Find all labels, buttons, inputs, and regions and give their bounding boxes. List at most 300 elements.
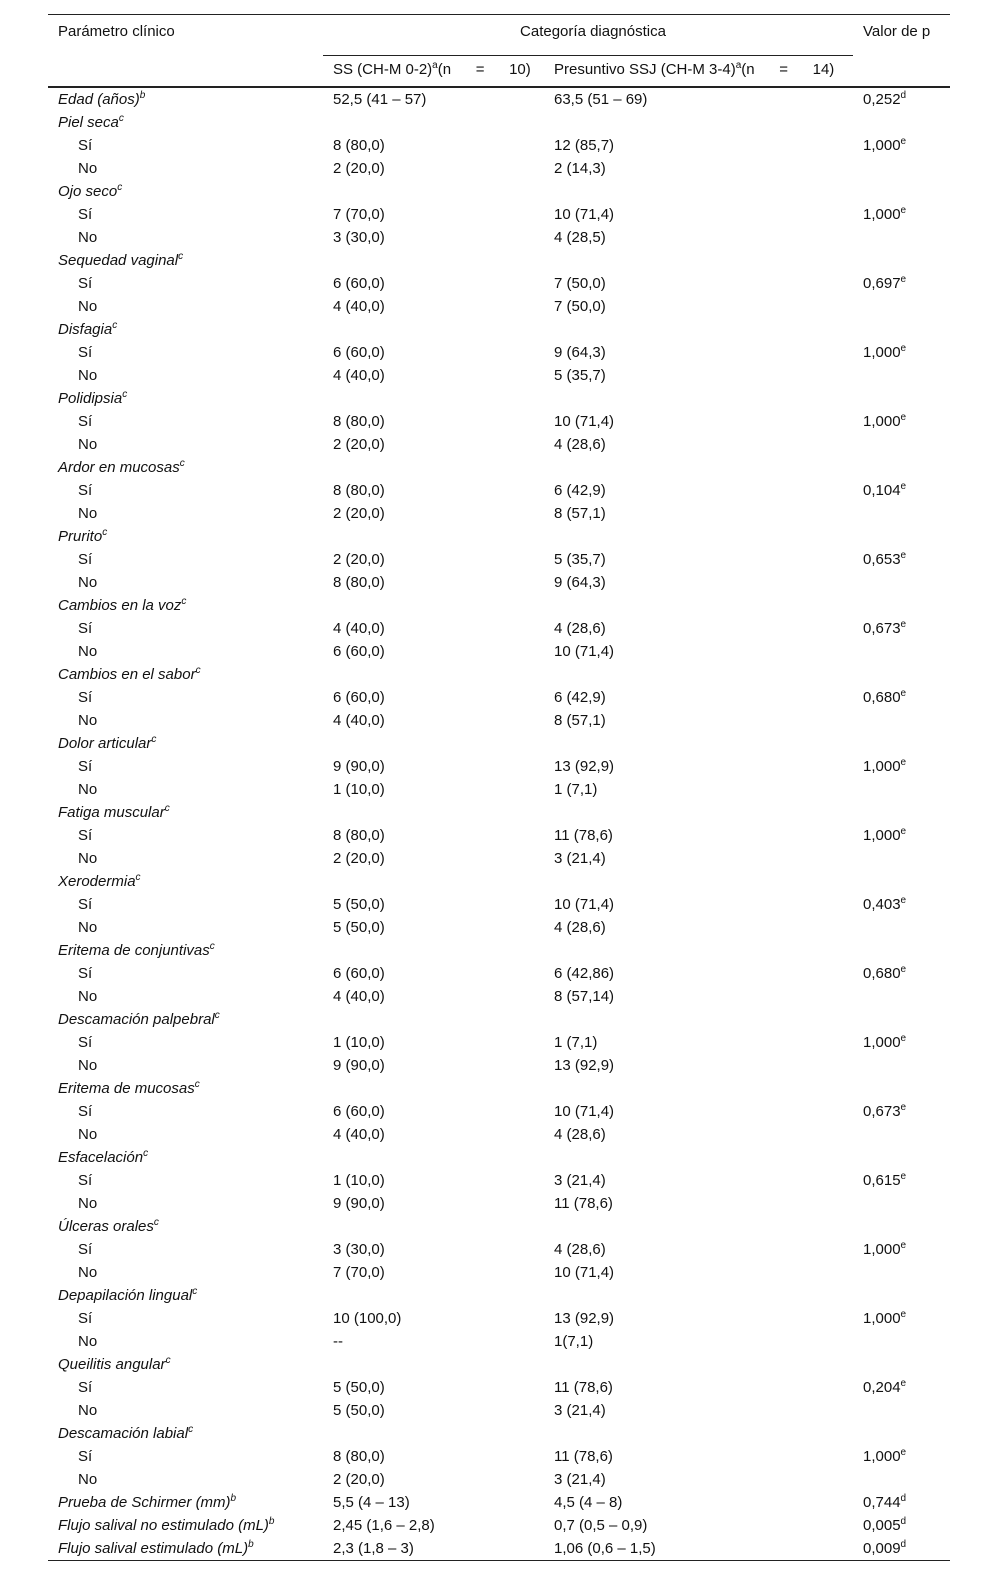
row-option-label: Sí [78, 1379, 93, 1396]
table-row [48, 1008, 950, 1031]
row-ssj-value: 5 (35,7) [554, 367, 606, 384]
row-ss-value: 6 (60,0) [333, 1103, 385, 1120]
row-p-value: 1,000e [863, 136, 907, 154]
row-option-label: Sí [78, 1103, 93, 1120]
row-ss-value: 7 (70,0) [333, 206, 385, 223]
row-ss-value: -- [333, 1333, 343, 1350]
row-ss-value: 2 (20,0) [333, 160, 385, 177]
row-p-value [853, 387, 950, 410]
row-parameter-label: Queilitis angular$^c$ [58, 1355, 171, 1373]
row-ssj-value [544, 1077, 853, 1100]
row-ss-value [323, 1077, 544, 1100]
row-parameter-label: Cambios en la voz$^c$ [58, 596, 187, 614]
row-ssj-value: 5 (35,7) [554, 551, 606, 568]
row-option-label: No [78, 436, 98, 453]
row-ssj-value [544, 1146, 853, 1169]
row-ss-value [323, 111, 544, 134]
header-empty [48, 56, 323, 88]
table-row [48, 594, 950, 617]
row-option-label: Sí [78, 1172, 93, 1189]
row-ssj-value [544, 180, 853, 203]
header-p-value: Valor de p [853, 15, 950, 56]
row-ssj-value [544, 456, 853, 479]
row-parameter-label: Sequedad vaginal$^c$ [58, 251, 184, 269]
table-row [48, 318, 950, 341]
table-row [48, 1537, 950, 1561]
row-ssj-value: 12 (85,7) [554, 137, 615, 154]
table-row [48, 525, 950, 548]
row-ssj-value [544, 801, 853, 824]
table-row [48, 1514, 950, 1537]
row-ss-value: 4 (40,0) [333, 367, 385, 384]
row-option-label: Sí [78, 482, 93, 499]
row-parameter-label: Flujo salival estimulado (mL)$^b$ [48, 1537, 323, 1561]
table-row [48, 962, 950, 985]
table-row [48, 663, 950, 686]
row-option-label: Sí [78, 137, 93, 154]
row-option-label: Sí [78, 413, 93, 430]
row-ssj-value: 9 (64,3) [554, 344, 606, 361]
row-ss-value: 2 (20,0) [333, 505, 385, 522]
row-ss-value: 5,5 (4 – 13) [333, 1494, 410, 1511]
row-option-label: No [78, 1471, 98, 1488]
row-p-value: 0,673e [863, 1102, 907, 1120]
row-ss-value: 4 (40,0) [333, 988, 385, 1005]
row-ssj-value: 13 (92,9) [554, 758, 615, 775]
row-ss-value: 9 (90,0) [333, 1195, 385, 1212]
row-p-value [853, 1330, 950, 1353]
row-ssj-value [544, 594, 853, 617]
row-p-value: 0,104e [863, 481, 907, 499]
row-p-value: 1,000e [863, 1447, 907, 1465]
row-ss-value: 3 (30,0) [333, 229, 385, 246]
row-ssj-value: 11 (78,6) [554, 1195, 613, 1212]
row-p-value [853, 663, 950, 686]
row-ss-value: 8 (80,0) [333, 1448, 385, 1465]
row-ssj-value: 3 (21,4) [554, 1471, 606, 1488]
row-p-value [853, 1123, 950, 1146]
row-ssj-value: 4,5 (4 – 8) [554, 1494, 623, 1511]
row-p-value [853, 1468, 950, 1491]
row-p-value [853, 709, 950, 732]
row-parameter-label: Eritema de mucosas$^c$ [58, 1079, 200, 1097]
row-p-value: 1,000e [863, 1033, 907, 1051]
table-row [48, 479, 950, 502]
row-parameter-label: Esfacelación$^c$ [58, 1148, 149, 1166]
row-ssj-value: 1,06 (0,6 – 1,5) [544, 1537, 853, 1561]
row-p-value [853, 985, 950, 1008]
row-parameter-label: Úlceras orales$^c$ [58, 1217, 159, 1235]
row-p-value [853, 1215, 950, 1238]
row-p-value: 1,000e [863, 1240, 907, 1258]
row-ss-value: 2 (20,0) [333, 1471, 385, 1488]
table-row [48, 272, 950, 295]
row-ss-value [323, 1146, 544, 1169]
row-ss-value [323, 456, 544, 479]
row-parameter-label: Cambios en el sabor$^c$ [58, 665, 201, 683]
row-p-value: 0,680e [863, 964, 907, 982]
row-p-value: 1,000e [863, 205, 907, 223]
row-ssj-value: 2 (14,3) [554, 160, 606, 177]
row-ss-value: 6 (60,0) [333, 344, 385, 361]
row-option-label: Sí [78, 965, 93, 982]
row-ss-value [323, 1284, 544, 1307]
row-ssj-value [544, 1008, 853, 1031]
row-ssj-value: 11 (78,6) [554, 827, 613, 844]
table-row [48, 617, 950, 640]
row-p-value: 0,005$^d$ [863, 1516, 907, 1534]
row-ssj-value: 3 (21,4) [554, 850, 606, 867]
row-ss-value: 2,3 (1,8 – 3) [323, 1537, 544, 1561]
row-ss-value: 3 (30,0) [333, 1241, 385, 1258]
row-parameter-label: Eritema de conjuntivas$^c$ [58, 941, 215, 959]
row-p-value [853, 1284, 950, 1307]
table-row [48, 640, 950, 663]
row-p-value [853, 1077, 950, 1100]
table-row [48, 1031, 950, 1054]
row-p-value [853, 249, 950, 272]
row-p-value [853, 778, 950, 801]
row-ss-value [323, 1422, 544, 1445]
row-ss-value: 9 (90,0) [333, 758, 385, 775]
row-p-value [853, 295, 950, 318]
row-ssj-value: 10 (71,4) [554, 643, 615, 660]
row-p-value [853, 1192, 950, 1215]
row-parameter-label: Piel seca$^c$ [58, 113, 124, 131]
row-ssj-value: 10 (71,4) [554, 413, 615, 430]
table-row [48, 548, 950, 571]
row-ss-value [323, 249, 544, 272]
row-ss-value: 2 (20,0) [333, 551, 385, 568]
table-row [48, 1192, 950, 1215]
row-p-value [853, 180, 950, 203]
row-p-value: 0,653e [863, 550, 907, 568]
row-ss-value: 8 (80,0) [333, 574, 385, 591]
table-row [48, 755, 950, 778]
table-row [48, 1399, 950, 1422]
row-p-value [853, 939, 950, 962]
row-ss-value [323, 594, 544, 617]
row-ss-value: 5 (50,0) [333, 919, 385, 936]
table-row [48, 111, 950, 134]
table-row [48, 571, 950, 594]
table-row [48, 1330, 950, 1353]
table-row [48, 1146, 950, 1169]
row-ss-value [323, 1353, 544, 1376]
row-ss-value: 9 (90,0) [333, 1057, 385, 1074]
row-ss-value: 2 (20,0) [333, 436, 385, 453]
row-ssj-value: 7 (50,0) [554, 298, 606, 315]
header-ss-group: SS (CH-M 0-2)$^a$(n = 10) [323, 56, 544, 88]
table-row [48, 433, 950, 456]
row-ssj-value: 6 (42,9) [554, 482, 606, 499]
row-option-label: No [78, 1264, 98, 1281]
row-parameter-label: Depapilación lingual$^c$ [58, 1286, 198, 1304]
row-ss-value [323, 1215, 544, 1238]
row-option-label: No [78, 1333, 98, 1350]
row-option-label: Sí [78, 1241, 93, 1258]
table-row [48, 939, 950, 962]
row-ssj-value: 4 (28,6) [554, 919, 606, 936]
row-option-label: Sí [78, 1448, 93, 1465]
row-ss-value: 6 (60,0) [333, 965, 385, 982]
row-ssj-value [544, 663, 853, 686]
row-option-label: No [78, 367, 98, 384]
row-ssj-value: 13 (92,9) [554, 1057, 615, 1074]
row-ss-value: 4 (40,0) [333, 298, 385, 315]
row-ss-value: 1 (10,0) [333, 781, 385, 798]
table-row [48, 1445, 950, 1468]
table-row [48, 203, 950, 226]
row-ss-value: 8 (80,0) [333, 413, 385, 430]
table-row [48, 732, 950, 755]
row-ssj-value [544, 249, 853, 272]
row-p-value [853, 433, 950, 456]
row-option-label: Sí [78, 1034, 93, 1051]
row-ssj-value: 4 (28,5) [554, 229, 606, 246]
row-option-label: No [78, 1195, 98, 1212]
table-row [48, 686, 950, 709]
row-option-label: Sí [78, 275, 93, 292]
table-row [48, 916, 950, 939]
row-ss-value: 6 (60,0) [333, 643, 385, 660]
row-parameter-label: Ojo seco$^c$ [58, 182, 123, 200]
table-row [48, 87, 950, 111]
table-row [48, 134, 950, 157]
row-ss-value: 8 (80,0) [333, 137, 385, 154]
table-row [48, 870, 950, 893]
row-p-value: 1,000e [863, 1309, 907, 1327]
row-ss-value: 6 (60,0) [333, 275, 385, 292]
row-parameter-label: Dolor articular$^c$ [58, 734, 157, 752]
row-ssj-value [544, 525, 853, 548]
row-ss-value: 2 (20,0) [333, 850, 385, 867]
table-row [48, 1284, 950, 1307]
row-p-value: 0,744$^d$ [863, 1493, 907, 1511]
row-p-value: 0,009$^d$ [853, 1537, 950, 1561]
row-ssj-value: 1 (7,1) [554, 1034, 598, 1051]
row-p-value [853, 1261, 950, 1284]
row-parameter-label: Fatiga muscular$^c$ [58, 803, 170, 821]
row-p-value [853, 525, 950, 548]
table-body [48, 87, 950, 1561]
row-option-label: No [78, 781, 98, 798]
row-ss-value [323, 663, 544, 686]
row-p-value [853, 456, 950, 479]
row-option-label: No [78, 574, 98, 591]
header-parameter: Parámetro clínico [48, 15, 323, 56]
table-row [48, 709, 950, 732]
clinical-table-container [48, 14, 950, 1561]
row-option-label: No [78, 712, 98, 729]
row-ssj-value: 0,7 (0,5 – 0,9) [554, 1517, 648, 1534]
row-option-label: No [78, 850, 98, 867]
row-ss-value [323, 1008, 544, 1031]
row-p-value: 0,673e [863, 619, 907, 637]
row-option-label: Sí [78, 689, 93, 706]
table-row [48, 1123, 950, 1146]
table-row [48, 1422, 950, 1445]
row-ss-value [323, 939, 544, 962]
row-option-label: Sí [78, 206, 93, 223]
row-option-label: Sí [78, 551, 93, 568]
row-ssj-value: 4 (28,6) [554, 620, 606, 637]
row-p-value [853, 571, 950, 594]
row-p-value [853, 364, 950, 387]
row-ssj-value: 11 (78,6) [554, 1379, 613, 1396]
row-ss-value [323, 318, 544, 341]
header-ssj-group: Presuntivo SSJ (CH-M 3-4)$^a$(n = 14) [544, 56, 853, 88]
row-option-label: Sí [78, 827, 93, 844]
row-ss-value: 52,5 (41 – 57) [333, 91, 427, 108]
row-option-label: No [78, 1402, 98, 1419]
table-row [48, 847, 950, 870]
table-row [48, 824, 950, 847]
row-option-label: No [78, 1057, 98, 1074]
row-ssj-value [544, 1284, 853, 1307]
row-parameter-label: Polidipsia$^c$ [58, 389, 128, 407]
row-ss-value [323, 525, 544, 548]
row-parameter-label: Disfagia$^c$ [58, 320, 118, 338]
row-p-value [853, 111, 950, 134]
row-p-value [853, 640, 950, 663]
row-ss-value [323, 870, 544, 893]
row-option-label: No [78, 229, 98, 246]
row-p-value [853, 732, 950, 755]
row-ssj-value: 1(7,1) [554, 1333, 594, 1350]
header-category: Categoría diagnóstica [323, 15, 853, 56]
clinical-parameters-table [48, 14, 950, 1561]
table-row [48, 1307, 950, 1330]
row-option-label: No [78, 919, 98, 936]
row-ssj-value: 4 (28,6) [554, 1241, 606, 1258]
row-parameter-label: Descamación labial$^c$ [58, 1424, 194, 1442]
row-p-value [853, 1146, 950, 1169]
row-ssj-value: 1 (7,1) [554, 781, 598, 798]
row-option-label: Sí [78, 620, 93, 637]
table-row [48, 1468, 950, 1491]
row-ssj-value: 7 (50,0) [554, 275, 606, 292]
row-parameter-label: Prueba de Schirmer (mm)$^b$ [58, 1493, 237, 1511]
row-p-value [853, 916, 950, 939]
table-row [48, 410, 950, 433]
row-parameter-label: Flujo salival no estimulado (mL)$^b$ [58, 1516, 275, 1534]
row-p-value: 0,615e [863, 1171, 907, 1189]
header-empty-p [853, 56, 950, 88]
row-p-value [853, 594, 950, 617]
row-ss-value: 4 (40,0) [333, 1126, 385, 1143]
row-ssj-value: 6 (42,86) [554, 965, 615, 982]
row-ssj-value: 3 (21,4) [554, 1172, 606, 1189]
table-row [48, 985, 950, 1008]
row-ss-value: 7 (70,0) [333, 1264, 385, 1281]
table-row [48, 157, 950, 180]
row-ss-value: 4 (40,0) [333, 620, 385, 637]
row-option-label: Sí [78, 758, 93, 775]
table-row [48, 456, 950, 479]
table-row [48, 341, 950, 364]
row-p-value [853, 1422, 950, 1445]
row-p-value [853, 318, 950, 341]
table-row [48, 502, 950, 525]
row-option-label: Sí [78, 344, 93, 361]
table-header [48, 15, 950, 88]
table-row [48, 226, 950, 249]
table-row [48, 1353, 950, 1376]
table-row [48, 1169, 950, 1192]
row-option-label: No [78, 505, 98, 522]
row-ss-value: 8 (80,0) [333, 482, 385, 499]
row-option-label: No [78, 643, 98, 660]
row-ssj-value: 11 (78,6) [554, 1448, 613, 1465]
row-ssj-value: 6 (42,9) [554, 689, 606, 706]
row-p-value [853, 1399, 950, 1422]
table-row [48, 249, 950, 272]
row-ssj-value [544, 318, 853, 341]
row-option-label: Sí [78, 1310, 93, 1327]
row-ssj-value [544, 1353, 853, 1376]
row-parameter-label: Xerodermia$^c$ [58, 872, 141, 890]
row-option-label: No [78, 298, 98, 315]
row-p-value [853, 847, 950, 870]
row-ssj-value: 4 (28,6) [554, 1126, 606, 1143]
row-p-value [853, 157, 950, 180]
row-p-value [853, 870, 950, 893]
row-ssj-value [544, 870, 853, 893]
row-ss-value [323, 180, 544, 203]
table-row [48, 1100, 950, 1123]
row-ssj-value: 8 (57,1) [554, 505, 606, 522]
row-ss-value: 10 (100,0) [333, 1310, 402, 1327]
row-ss-value: 2,45 (1,6 – 2,8) [333, 1517, 435, 1534]
row-ss-value [323, 801, 544, 824]
row-ssj-value [544, 939, 853, 962]
table-row [48, 387, 950, 410]
row-ss-value: 5 (50,0) [333, 1379, 385, 1396]
row-ss-value [323, 732, 544, 755]
row-p-value [853, 801, 950, 824]
row-option-label: No [78, 160, 98, 177]
row-p-value [853, 1054, 950, 1077]
row-ssj-value: 3 (21,4) [554, 1402, 606, 1419]
row-p-value [853, 1353, 950, 1376]
row-ssj-value [544, 387, 853, 410]
table-row [48, 1215, 950, 1238]
table-row [48, 801, 950, 824]
table-row [48, 1077, 950, 1100]
row-ssj-value [544, 111, 853, 134]
table-row [48, 1491, 950, 1514]
row-parameter-label: Ardor en mucosas$^c$ [58, 458, 185, 476]
row-p-value [853, 502, 950, 525]
row-parameter-label: Edad (años)$^b$ [58, 90, 146, 108]
row-ss-value: 6 (60,0) [333, 689, 385, 706]
row-ss-value: 1 (10,0) [333, 1034, 385, 1051]
row-ssj-value: 10 (71,4) [554, 896, 615, 913]
row-p-value: 1,000e [863, 826, 907, 844]
row-ssj-value [544, 1215, 853, 1238]
row-ssj-value: 8 (57,14) [554, 988, 615, 1005]
row-ssj-value [544, 1422, 853, 1445]
row-ss-value: 5 (50,0) [333, 1402, 385, 1419]
row-p-value: 1,000e [863, 343, 907, 361]
row-p-value: 1,000e [863, 412, 907, 430]
row-option-label: No [78, 988, 98, 1005]
row-ssj-value: 9 (64,3) [554, 574, 606, 591]
row-parameter-label: Prurito$^c$ [58, 527, 108, 545]
row-ssj-value: 13 (92,9) [554, 1310, 615, 1327]
row-ssj-value [544, 732, 853, 755]
